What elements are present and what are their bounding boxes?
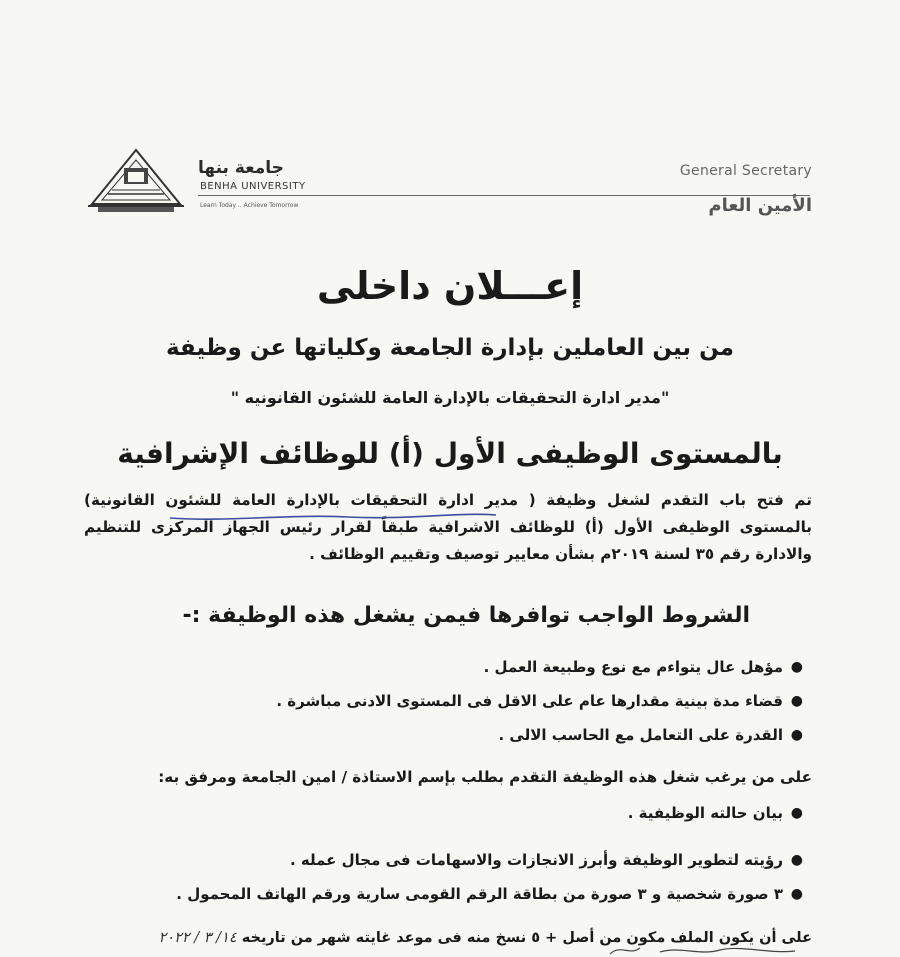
list-item: ● قضاء مدة بينية مقدارها عام على الاقل فى المستوى الادنى مباشرة . [276,692,803,710]
bullet-icon: ● [790,886,803,902]
bullet-icon: ● [790,805,803,821]
announcement-subtitle: من بين العاملين بإدارة الجامعة وكلياتها عن وظيفة [165,335,735,361]
list-item: ● رؤيته لتطوير الوظيفة وأبرز الانجازات والاسهامات فى مجال عمله . [289,851,803,869]
department-arabic: الأمين العام [708,195,812,216]
benha-university-emblem-icon [86,146,186,214]
university-tagline: Learn Today .. Achieve Tomorrow [200,202,299,209]
announcement-body: تم فتح باب التقدم لشغل وظيفة ( مدير ادارة التحقيقات بالإدارة العامة للشئون القانونية) بالمستوى الوظيفى الأول (أ) للوظائف الاشرافية طبقاً لقرار رئيس الجهاز المركزى للتنظيم والادارة رقم ٣٥ لسنة ٢٠١٩م بشأن معايير توصيف وتقييم الوظائف . [84,491,812,563]
application-intro: على من يرغب شغل هذه الوظيفة التقدم بطلب بإسم الاستاذة / امين الجامعة ومرفق به: [158,768,812,786]
list-item: ● مؤهل عال يتواءم مع نوع وطبيعة العمل . [483,658,803,676]
university-name-english: BENHA UNIVERSITY [200,181,306,192]
university-name-arabic: جامعة بنها [198,158,284,178]
department-english: General Secretary [679,163,812,179]
pen-underline-mark [168,508,498,524]
position-name: "مدير ادارة التحقيقات بالإدارة العامة للشئون القانونيه " [230,388,670,407]
letterhead [0,140,900,230]
handwritten-signature-mark [600,942,800,957]
conditions-heading: الشروط الواجب توافرها فيمن يشغل هذه الوظيفة :- [182,603,750,628]
position-level: بالمستوى الوظيفى الأول (أ) للوظائف الإشرافية [117,437,783,470]
bullet-icon: ● [790,659,803,675]
list-item: ● بيان حالته الوظيفية . [627,804,803,822]
conditions-list [85,657,805,759]
bullet-icon: ● [790,852,803,868]
bullet-icon: ● [790,727,803,743]
announcement-title: إعـــلان داخلى [316,264,584,308]
bullet-icon: ● [790,693,803,709]
required-documents-list [85,803,805,912]
list-item: ● ٣ صورة شخصية و ٣ صورة من بطاقة الرقم القومى سارية ورقم الهاتف المحمول . [176,885,803,903]
deadline-text: على أن يكون الملف مكون من أصل + ٥ نسخ منه فى موعد غايته شهر من تاريخه [241,930,812,946]
deadline-date: ١٤/ ٣ / ٢٠٢٢ [158,930,237,946]
list-item: ● القدرة على التعامل مع الحاسب الالى . [498,726,803,744]
